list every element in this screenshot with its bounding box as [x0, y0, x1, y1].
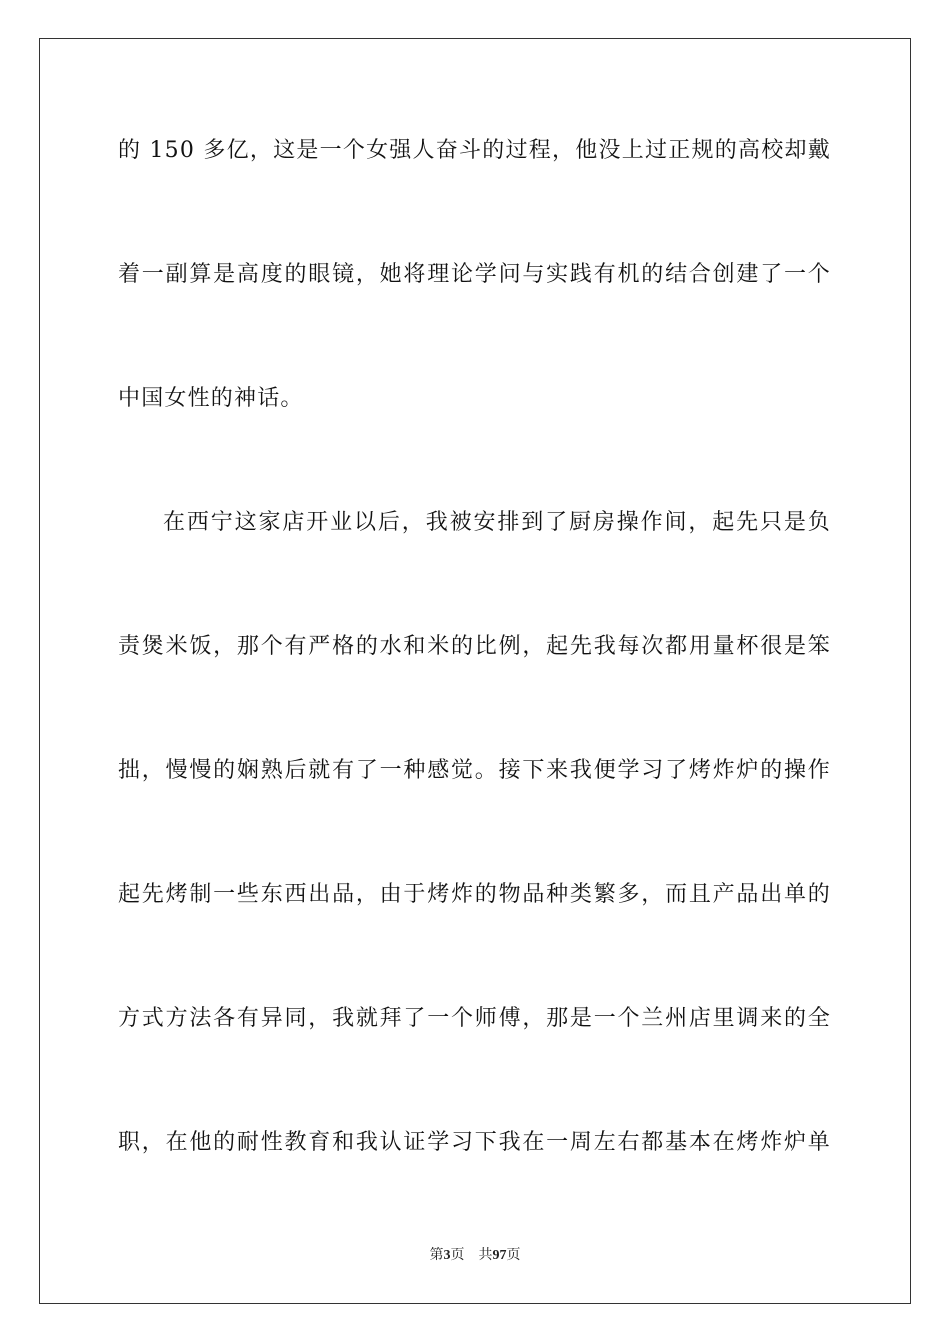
text-line: 中国女性的神话。 — [118, 386, 304, 411]
text-line: 职，在他的耐性教育和我认证学习下我在一周左右都基本在烤炸炉单 — [118, 1130, 831, 1155]
page-number: 3 — [443, 1248, 451, 1263]
total-suffix: 页 — [506, 1248, 521, 1263]
text-line: 拙，慢慢的娴熟后就有了一种感觉。接下来我便学习了烤炸炉的操作 — [118, 758, 831, 783]
text-line: 着一副算是高度的眼镜，她将理论学问与实践有机的结合创建了一个 — [118, 262, 831, 287]
page-footer — [0, 1247, 950, 1265]
page-prefix: 第 — [429, 1248, 444, 1263]
text-line: 方式方法各有异同，我就拜了一个师傅，那是一个兰州店里调来的全 — [118, 1006, 831, 1031]
text-line: 的 150 多亿，这是一个女强人奋斗的过程，他没上过正规的高校却戴 — [118, 138, 831, 163]
total-prefix: 共 — [478, 1248, 493, 1263]
page-border — [39, 38, 911, 1304]
paragraph-first-line: 在西宁这家店开业以后，我被安排到了厨房操作间，起先只是负 — [163, 510, 831, 535]
text-line: 责煲米饭，那个有严格的水和米的比例，起先我每次都用量杯很是笨 — [118, 634, 831, 659]
total-pages: 97 — [492, 1248, 507, 1263]
text-line: 起先烤制一些东西出品，由于烤炸的物品种类繁多，而且产品出单的 — [118, 882, 831, 907]
page-suffix: 页 — [450, 1248, 465, 1263]
